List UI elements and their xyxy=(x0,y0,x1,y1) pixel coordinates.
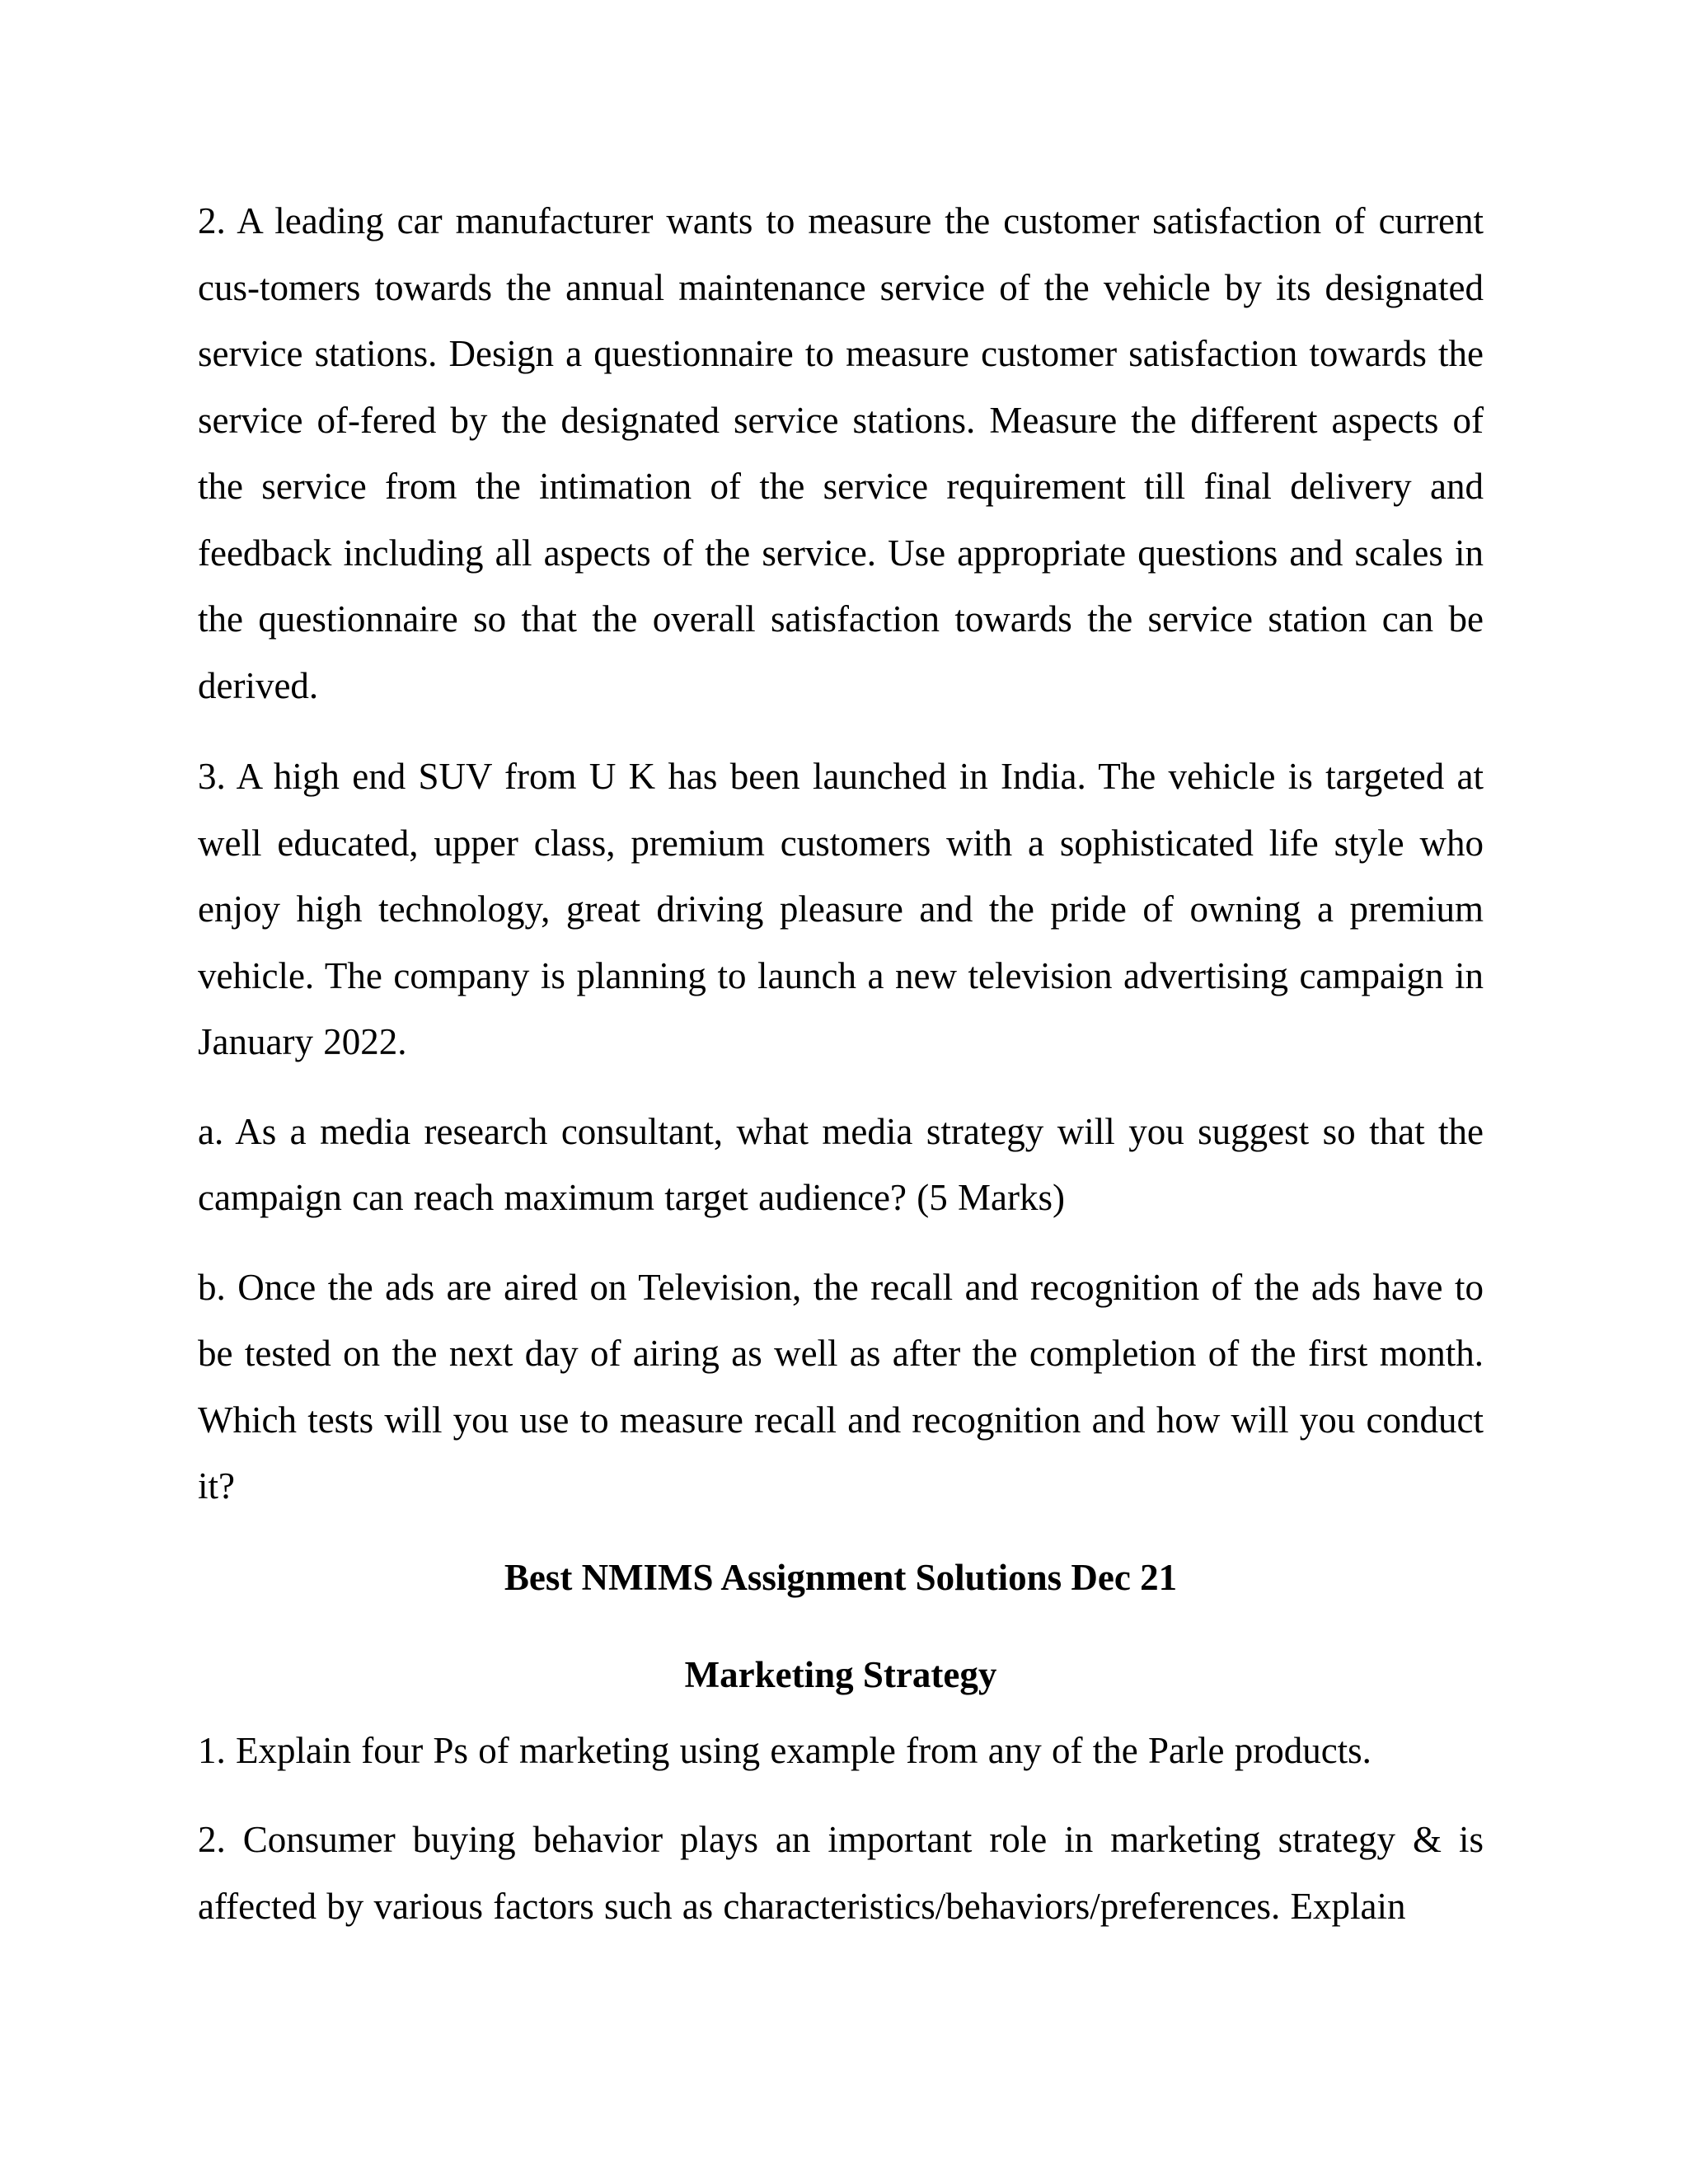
question-2-paragraph: 2. A leading car manufacturer wants to measure the customer satisfaction of current cus-tomers towards the annual maintenance service of the vehicle by its designated service stations. Design a questionnaire to measure customer satisfaction towards the service of-fered by the designated service stations. Measure the different aspects of the service from the intimation of the service requirement till final delivery and feedback including all aspects of the service. Use appropriate questions and scales in the questionnaire so that the overall satisfaction towards the service station can be derived. xyxy=(198,200,1484,706)
marketing-question-1: 1. Explain four Ps of marketing using example from any of the Parle products. xyxy=(198,1729,1372,1771)
question-3b-paragraph: b. Once the ads are aired on Television, the recall and recognition of the ads have to be tested on the next day of airing as well as after the completion of the first month. Which tests will you use to measure recall and recognition and how will you conduct it? xyxy=(198,1266,1484,1507)
question-3a-paragraph: a. As a media research consultant, what media strategy will you suggest so that the campaign can reach maximum target audience? (5 Marks) xyxy=(198,1110,1484,1218)
document-body xyxy=(198,188,1484,1964)
banner-heading: Best NMIMS Assignment Solutions Dec 21 xyxy=(504,1556,1178,1598)
marketing-question-2: 2. Consumer buying behavior plays an important role in marketing strategy & is affected by various factors such as characteristics/behaviors/preferences. Explain xyxy=(198,1819,1484,1927)
question-3-paragraph: 3. A high end SUV from U K has been launched in India. The vehicle is targeted at well educated, upper class, premium customers with a sophisticated life style who enjoy high technology, great driving pleasure and the pride of owning a premium vehicle. The company is planning to launch a new television advertising campaign in January 2022. xyxy=(198,756,1484,1062)
subject-heading: Marketing Strategy xyxy=(684,1653,997,1695)
